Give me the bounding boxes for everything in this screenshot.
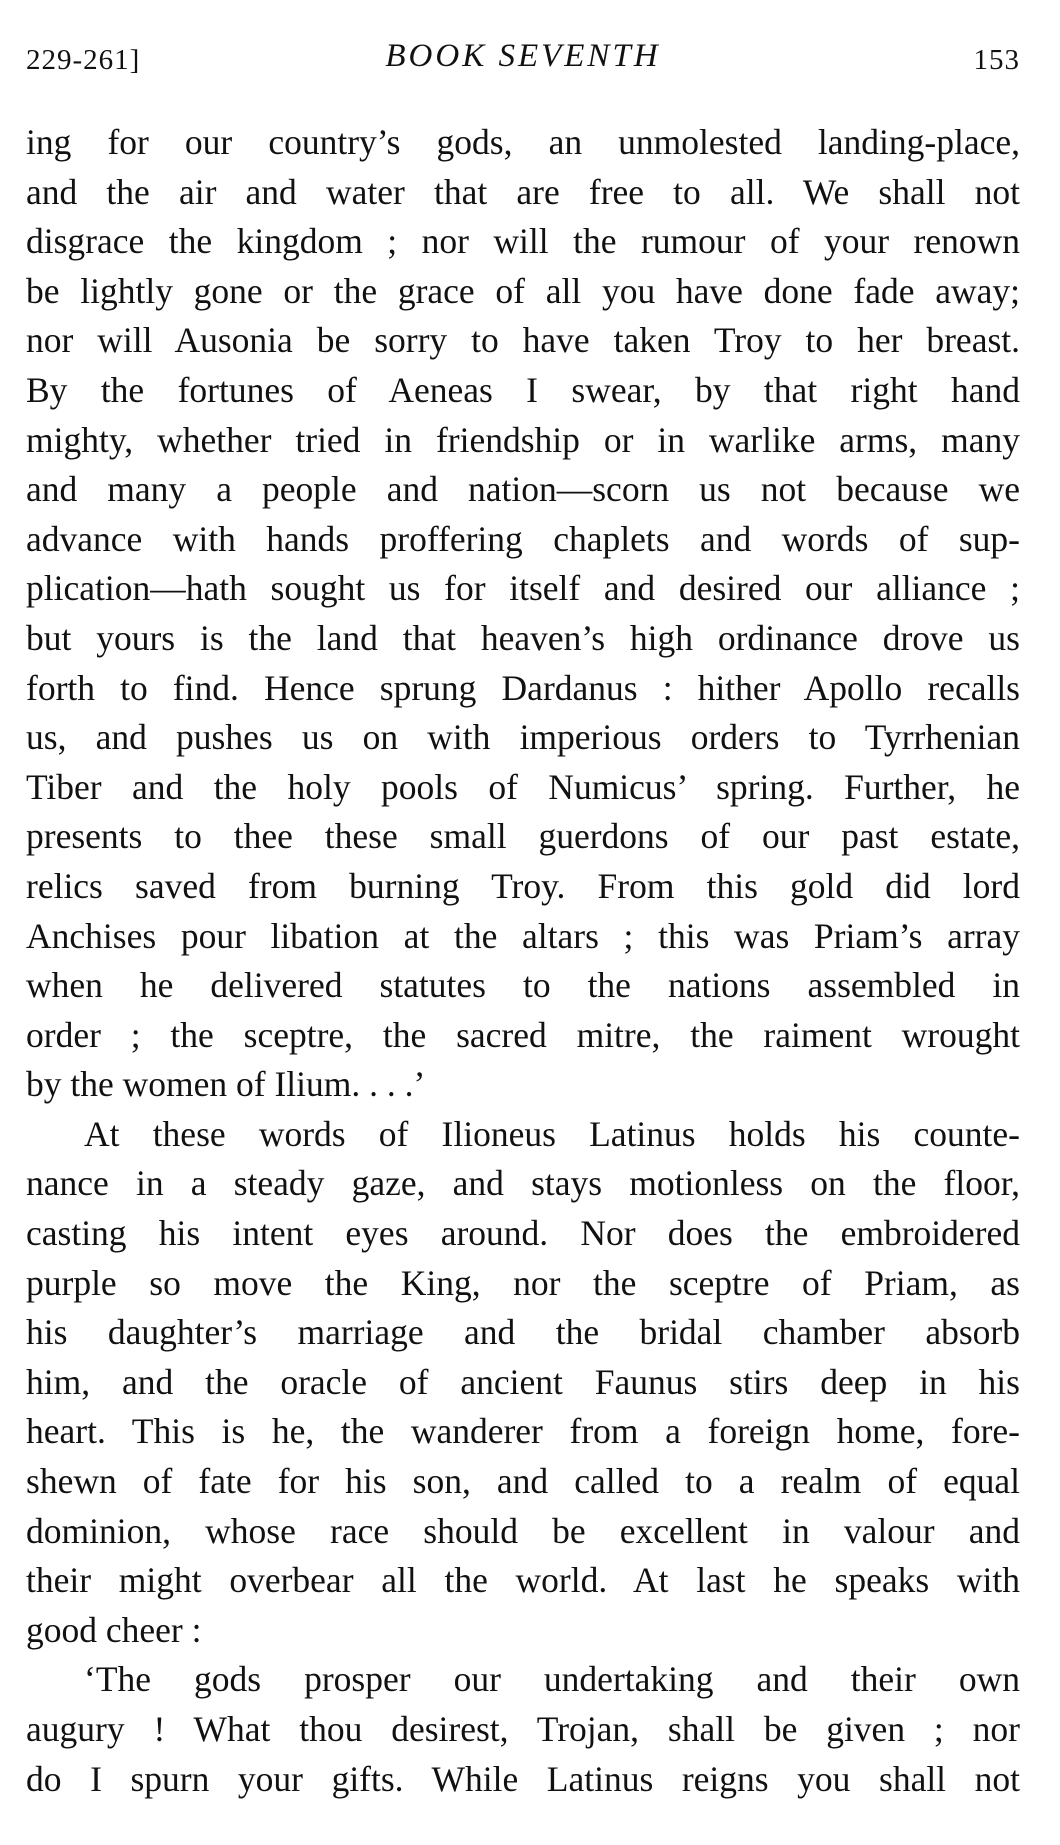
text-line: dominion, whose race should be excellent in valour and xyxy=(26,1510,1020,1551)
running-head xyxy=(26,38,1020,82)
body-text xyxy=(26,118,1020,1804)
text-line: mighty, whether tried in friendship or in warlike arms, many xyxy=(26,419,1020,460)
text-line: ing for our country’s gods, an unmolested landing-place, xyxy=(26,122,1020,162)
line-range: 229-261] xyxy=(26,44,141,76)
text-line: shewn of fate for his son, and called to a realm of equal xyxy=(26,1461,1020,1502)
text-line: augury ! What thou desirest, Trojan, shall be given ; nor xyxy=(26,1709,1020,1749)
text-line: but yours is the land that heaven’s high ordinance drove us xyxy=(26,617,1020,658)
text-line: be lightly gone or the grace of all you have done fade away; xyxy=(26,270,1020,311)
text-line: ‘The gods prosper our undertaking and their own xyxy=(84,1659,1020,1700)
text-line: Tiber and the holy pools of Numicus’ spring. Further, he xyxy=(26,766,1020,807)
text-line: At these words of Ilioneus Latinus holds his counte- xyxy=(84,1113,1020,1154)
running-title: BOOK SEVENTH xyxy=(385,38,661,74)
text-line: by the women of Ilium. . . .’ xyxy=(26,1064,426,1105)
text-line: disgrace the kingdom ; nor will the rumour of your renown xyxy=(26,221,1020,262)
text-line: purple so move the King, nor the sceptre of Priam, as xyxy=(26,1262,1020,1303)
text-line: him, and the oracle of ancient Faunus stirs deep in his xyxy=(26,1361,1020,1402)
text-line: and many a people and nation—scorn us not because we xyxy=(26,469,1020,510)
text-line: heart. This is he, the wanderer from a foreign home, fore- xyxy=(26,1411,1020,1452)
text-line: Anchises pour libation at the altars ; this was Priam’s array xyxy=(26,915,1020,956)
text-line: good cheer : xyxy=(26,1609,202,1650)
text-line: their might overbear all the world. At last he speaks with xyxy=(26,1560,1020,1601)
text-line: and the air and water that are free to all. We shall not xyxy=(26,171,1020,212)
text-line: By the fortunes of Aeneas I swear, by that right hand xyxy=(26,369,1020,410)
page-number: 153 xyxy=(973,44,1020,76)
text-line: plication—hath sought us for itself and desired our alliance ; xyxy=(26,568,1020,609)
text-line: nance in a steady gaze, and stays motionless on the floor, xyxy=(26,1163,1020,1204)
text-line: casting his intent eyes around. Nor does the embroidered xyxy=(26,1213,1020,1254)
text-line: advance with hands proffering chaplets and words of sup- xyxy=(26,518,1020,559)
text-line: his daughter’s marriage and the bridal chamber absorb xyxy=(26,1312,1020,1353)
text-line: nor will Ausonia be sorry to have taken Troy to her breast. xyxy=(26,320,1020,361)
text-line: when he delivered statutes to the nations assembled in xyxy=(26,965,1020,1006)
text-line: order ; the sceptre, the sacred mitre, the raiment wrought xyxy=(26,1014,1020,1055)
text-line: presents to thee these small guerdons of our past estate, xyxy=(26,816,1020,857)
text-line: us, and pushes us on with imperious orders to Tyrrhenian xyxy=(26,717,1020,758)
text-line: forth to find. Hence sprung Dardanus : hither Apollo recalls xyxy=(26,667,1020,708)
text-line: relics saved from burning Troy. From this gold did lord xyxy=(26,865,1020,906)
text-line: do I spurn your gifts. While Latinus reigns you shall not xyxy=(26,1758,1020,1799)
